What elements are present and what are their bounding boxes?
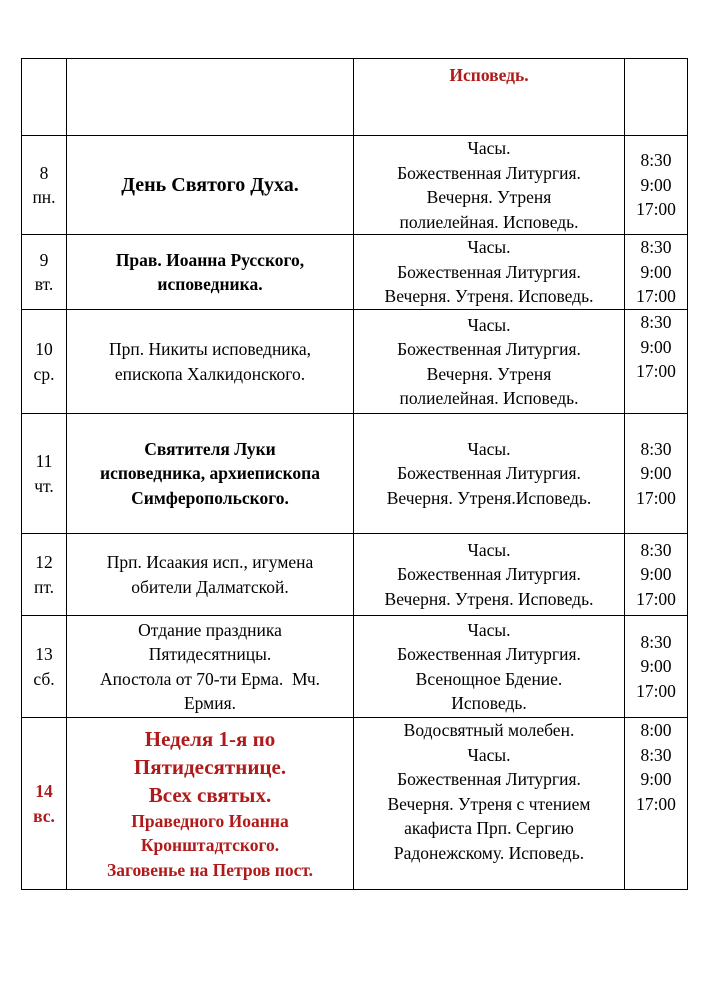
services-cell [354, 310, 625, 414]
day-cell [22, 718, 67, 890]
service-line: Часы. [467, 314, 511, 335]
time-value: 8:30 [640, 539, 672, 560]
time-value: 8:30 [640, 631, 672, 652]
time-value: 9:00 [640, 336, 672, 357]
feast-cell [67, 616, 354, 718]
time-value: 17:00 [636, 286, 676, 307]
feast-cell [67, 235, 354, 310]
service-line: акафиста Прп. Сергию [404, 818, 574, 838]
service-line: Вечерня. Утреня. Исповедь. [384, 588, 594, 609]
service-line: Часы. [467, 237, 511, 258]
times-cell [625, 616, 688, 718]
day-number: 11 [35, 451, 53, 471]
service-line: Часы. [467, 438, 511, 459]
feast-line: Отдание праздника [138, 619, 282, 640]
feast-line: Прп. Никиты исповедника, [108, 339, 312, 359]
feast-line: Пятидесятницы. [148, 644, 272, 664]
feast-line: День Святого Духа. [121, 174, 299, 196]
times-cell [625, 718, 688, 890]
table-row [22, 235, 688, 310]
time-value: 17:00 [636, 793, 676, 814]
service-line: Водосвятный молебен. [403, 720, 575, 740]
time-value: 9:00 [640, 174, 672, 195]
time-value: 8:30 [640, 312, 672, 332]
day-number: 10 [35, 339, 53, 359]
day-number: 14 [35, 781, 53, 801]
weekday: чт. [34, 475, 54, 496]
service-line: Божественная Литургия. [397, 463, 581, 484]
weekday: вс. [33, 805, 55, 826]
day-cell [22, 534, 67, 616]
service-line: Вечерня. Утреня.Исповедь. [386, 487, 592, 508]
times-cell [625, 414, 688, 534]
table-row-sunday [22, 718, 688, 890]
service-line: Часы. [467, 539, 511, 560]
service-line: полиелейная. Исповедь. [399, 388, 579, 408]
time-value: 9:00 [640, 564, 672, 585]
time-value: 9:00 [640, 261, 672, 282]
services-cell [354, 235, 625, 310]
day-cell [22, 235, 67, 310]
feast-line: исповедника. [157, 274, 263, 294]
service-line: Вечерня. Утреня с чтением [387, 793, 591, 814]
feast-line: Заговенье на Петров пост. [106, 859, 314, 880]
times-cell [625, 136, 688, 235]
feast-line: епископа Халкидонского. [114, 363, 306, 384]
service-line: Божественная Литургия. [397, 162, 581, 183]
service-line: Божественная Литургия. [397, 644, 581, 664]
time-value: 17:00 [636, 680, 676, 701]
day-cell [22, 59, 67, 136]
feast-line: Святителя Луки [144, 438, 276, 459]
feast-line: исповедника, архиепископа [99, 463, 321, 484]
table-row [22, 414, 688, 534]
service-line: Вечерня. Утреня [426, 363, 552, 384]
feast-title-line: Пятидесятнице. [133, 754, 287, 779]
feast-cell [67, 534, 354, 616]
times-cell [625, 59, 688, 136]
table-row [22, 616, 688, 718]
services-cell [354, 718, 625, 890]
time-value: 8:30 [640, 237, 672, 258]
day-number: 13 [35, 644, 53, 664]
weekday: пт. [33, 576, 55, 597]
services-cell [354, 534, 625, 616]
feast-cell [67, 310, 354, 414]
feast-line: Кронштадтского. [140, 835, 280, 856]
service-line: Исповедь. [451, 693, 527, 713]
table-row [22, 310, 688, 414]
weekday: вт. [34, 274, 54, 294]
service-line: Вечерня. Утреня. Исповедь. [384, 286, 594, 307]
time-value: 8:30 [640, 744, 672, 765]
feast-cell [67, 59, 354, 136]
day-cell [22, 414, 67, 534]
weekday: пн. [32, 187, 56, 207]
time-value: 8:30 [640, 150, 672, 171]
service-line: Божественная Литургия. [397, 261, 581, 282]
feast-line: Ермия. [183, 693, 237, 713]
feast-line: Прав. Иоанна Русского, [115, 249, 305, 270]
feast-line: Прп. Исаакия исп., игумена [106, 552, 314, 572]
time-value: 9:00 [640, 769, 672, 789]
services-cell [354, 414, 625, 534]
table-row [22, 534, 688, 616]
feast-line: Апостола от 70-ти Ерма. Мч. [99, 668, 321, 689]
day-number: 8 [39, 162, 49, 183]
service-line: Часы. [467, 138, 511, 158]
table-row [22, 136, 688, 235]
services-cell [354, 136, 625, 235]
service-line: Божественная Литургия. [397, 769, 581, 789]
weekday: ср. [33, 363, 55, 384]
feast-title-line: Всех святых. [148, 782, 272, 807]
feast-line: обители Далматской. [131, 576, 289, 597]
feast-line: Симферопольского. [131, 487, 289, 508]
time-value: 17:00 [636, 199, 676, 220]
times-cell [625, 534, 688, 616]
service-line: Часы. [467, 744, 511, 765]
service-line: Вечерня. Утреня [426, 187, 552, 207]
feast-line: Праведного Иоанна [131, 810, 289, 831]
service-line: Часы. [467, 619, 511, 640]
weekday: сб. [33, 668, 55, 689]
feast-cell [67, 718, 354, 890]
times-cell [625, 310, 688, 414]
day-cell [22, 616, 67, 718]
day-number: 12 [35, 552, 53, 572]
feast-cell [67, 414, 354, 534]
table-row-continuation [22, 59, 688, 136]
day-cell [22, 310, 67, 414]
feast-cell [67, 136, 354, 235]
feast-title-line: Неделя 1-я по [144, 726, 276, 751]
time-value: 9:00 [640, 463, 672, 484]
schedule-table [21, 58, 688, 890]
service-line: Божественная Литургия. [397, 564, 581, 585]
services-cell [354, 616, 625, 718]
service-line: Исповедь. [449, 65, 529, 85]
day-number: 9 [39, 249, 49, 270]
time-value: 9:00 [640, 656, 672, 677]
service-line: Божественная Литургия. [397, 339, 581, 359]
times-cell [625, 235, 688, 310]
time-value: 8:30 [640, 438, 672, 459]
time-value: 17:00 [636, 588, 676, 609]
service-line: полиелейная. Исповедь. [399, 211, 579, 232]
service-line: Радонежскому. Исповедь. [393, 842, 585, 863]
time-value: 8:00 [640, 720, 672, 740]
time-value: 17:00 [636, 487, 676, 508]
time-value: 17:00 [636, 361, 676, 381]
service-line: Всенощное Бдение. [415, 668, 563, 689]
services-cell [354, 59, 625, 136]
day-cell [22, 136, 67, 235]
